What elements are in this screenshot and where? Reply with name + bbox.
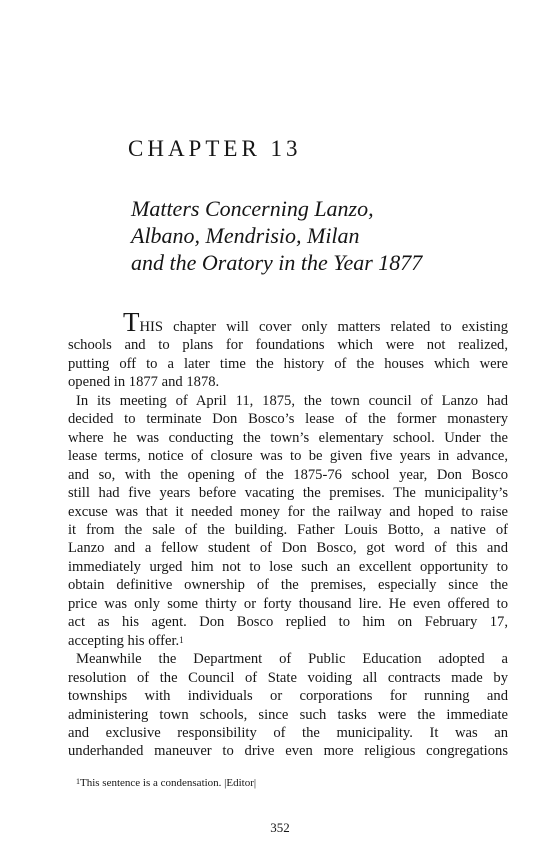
text-line: underhanded maneuver to drive even more religious congregations (68, 743, 508, 760)
text-line: where he was conducting the town’s elementary school. Under the (68, 429, 508, 446)
text-line: still had five years before vacating the premises. The municipality’s (68, 485, 508, 502)
text-line: price was only some thirty or forty thousand lire. He even offered to (68, 595, 508, 612)
chapter-heading: CHAPTER 13 (128, 136, 302, 161)
chapter-title-line: Albano, Mendrisio, Milan (131, 223, 360, 248)
text-line (68, 307, 508, 337)
text-line: it from the sale of the building. Father Louis Botto, a native of (68, 521, 508, 538)
text-line: lease terms, notice of closure was to be given five years in advance, (68, 448, 508, 465)
text-line: administering town schools, since such tasks were the immediate (68, 706, 508, 723)
text-line: In its meeting of April 11, 1875, the town council of Lanzo had (76, 392, 508, 409)
text-line-content: HIS chapter will cover only matters related to existing (139, 319, 508, 335)
footnote (76, 777, 256, 789)
footnote-marker: 1 (76, 777, 80, 786)
chapter-title (131, 195, 422, 276)
text-line: Meanwhile the Department of Public Education adopted a (76, 651, 508, 668)
text-line: townships with individuals or corporations for running and (68, 688, 508, 705)
footnote-text: This sentence is a condensation. |Editor| (80, 777, 257, 789)
text-line: obtain definitive ownership of the premises, especially since the (68, 577, 508, 594)
text-line: immediately urged him not to lose such an excellent opportunity to (68, 558, 508, 575)
text-line-content: accepting his offer. (68, 632, 180, 649)
text-line: excuse was that it needed money for the railway and hoped to raise (68, 503, 508, 520)
text-line: putting off to a later time the history of the houses which were (68, 355, 508, 372)
text-line (68, 632, 508, 650)
footnote-reference[interactable]: 1 (179, 634, 184, 645)
text-line: and so, with the opening of the 1875-76 school year, Don Bosco (68, 466, 508, 483)
text-line: resolution of the Council of State voiding all contracts made by (68, 669, 508, 686)
chapter-title-line: and the Oratory in the Year 1877 (131, 250, 423, 275)
text-line: act as his agent. Don Bosco replied to him on February 17, (68, 614, 508, 631)
body-text (68, 307, 508, 761)
text-line: opened in 1877 and 1878. (68, 374, 220, 391)
text-line: decided to terminate Don Bosco’s lease of the former monastery (68, 411, 508, 428)
text-line: and exclusive responsibility of the municipality. It was an (68, 724, 508, 741)
text-line: Lanzo and a fellow student of Don Bosco, got word of this and (68, 540, 508, 557)
text-line: schools and to plans for foundations which were not realized, (68, 337, 508, 354)
chapter-title-line: Matters Concerning Lanzo, (131, 196, 374, 221)
page-number: 352 (270, 820, 290, 835)
drop-cap: T (123, 307, 140, 337)
